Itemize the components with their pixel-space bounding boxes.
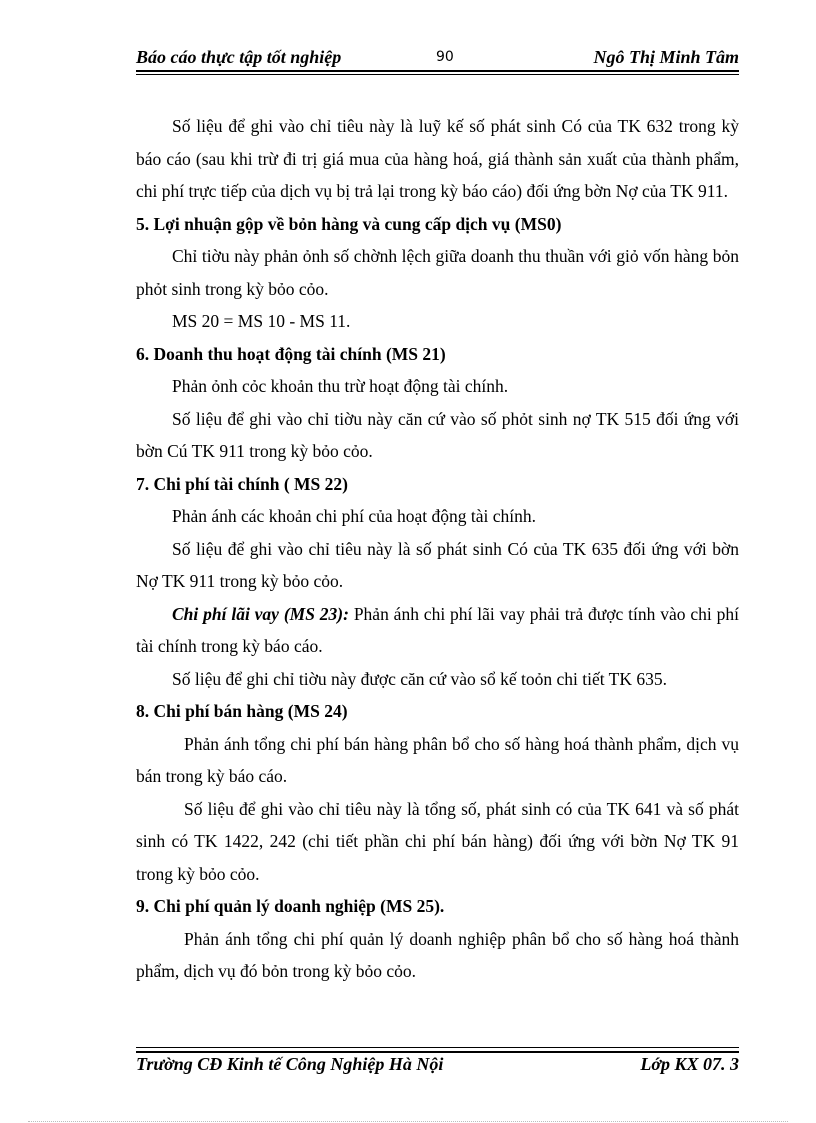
paragraph: Chỉ tiờu này phản ỏnh số chờnh lệch giữa doanh thu thuần với giỏ vốn hàng bỏn phỏt sinh trong kỳ bỏo cỏo. <box>136 246 739 299</box>
paragraph: Số liệu để ghi vào chỉ tiờu này căn cứ vào số phỏt sinh nợ TK 515 đối ứng với bờn Cú TK 911 trong kỳ bỏo cỏo. <box>136 408 739 461</box>
report-title: Báo cáo thực tập tốt nghiệp <box>136 47 342 67</box>
paragraph: Số liệu để ghi vào chỉ tiêu này là số phát sinh Có của TK 635 đối ứng với bờn Nợ TK 911 trong kỳ bỏo cỏo. <box>136 538 739 591</box>
section-heading-9: 9. Chi phí quản lý doanh nghiệp (MS 25). <box>136 896 445 916</box>
section-heading-7: 7. Chi phí tài chính ( MS 22) <box>136 473 348 494</box>
section-heading-5: 5. Lợi nhuận gộp về bỏn hàng và cung cấp dịch vụ (MS0) <box>136 213 562 234</box>
page-edge-dotted-line <box>28 1121 788 1122</box>
inline-term: Chi phí lãi vay (MS 23): <box>172 603 349 624</box>
formula: MS 20 = MS 10 - MS 11. <box>172 311 351 331</box>
inline-text: Phản ánh chi phí lãi vay phải trả được tính vào chi phí tài chính trong kỳ báo cáo. <box>136 603 739 656</box>
footer-divider-thin <box>136 1047 739 1048</box>
paragraph: Phản ỏnh cỏc khoản thu trừ hoạt động tài chính. <box>172 376 509 396</box>
header-divider <box>136 70 739 72</box>
paragraph: Số liệu để ghi chỉ tiờu này được căn cứ vào sổ kế toỏn chi tiết TK 635. <box>172 668 667 689</box>
page-number: 90 <box>436 49 454 65</box>
page-header <box>136 47 739 69</box>
footer-divider <box>136 1051 739 1053</box>
header-divider-thin <box>136 74 739 75</box>
paragraph: Phản ánh tổng chi phí quản lý doanh nghiệp phân bổ cho số hàng hoá thành phẩm, dịch vụ đó bỏn trong kỳ bỏo cỏo. <box>136 928 739 981</box>
paragraph: Phản ánh tổng chi phí bán hàng phân bổ cho số hàng hoá thành phẩm, dịch vụ bán trong kỳ báo cáo. <box>136 733 739 786</box>
paragraph: Phản ánh các khoản chi phí của hoạt động tài chính. <box>172 506 536 526</box>
document-body <box>136 110 739 988</box>
paragraph: Số liệu để ghi vào chỉ tiêu này là tổng số, phát sinh có của TK 641 và số phát sinh có TK 1422, 242 (chi tiết phần chi phí bán hàng) đối ứng với bờn Nợ TK 91 trong kỳ bỏo cỏo. <box>136 798 739 884</box>
section-heading-8: 8. Chi phí bán hàng (MS 24) <box>136 701 348 721</box>
paragraph: Số liệu để ghi vào chỉ tiêu này là luỹ kế số phát sinh Có của TK 632 trong kỳ báo cáo (sau khi trừ đi trị giá mua của hàng hoá, giá thành sản xuất của thành phẩm, chi phí trực tiếp của dịch vụ bị trả lại trong kỳ báo cáo) đối ứng bờn Nợ của TK 911. <box>136 116 739 201</box>
paragraph <box>136 598 739 663</box>
school-name: Trường CĐ Kinh tế Công Nghiệp Hà Nội <box>136 1054 444 1074</box>
page-footer <box>136 1054 739 1078</box>
class-code: Lớp KX 07. 3 <box>640 1054 739 1074</box>
author-name: Ngô Thị Minh Tâm <box>593 47 739 67</box>
section-heading-6: 6. Doanh thu hoạt động tài chính (MS 21) <box>136 343 446 364</box>
